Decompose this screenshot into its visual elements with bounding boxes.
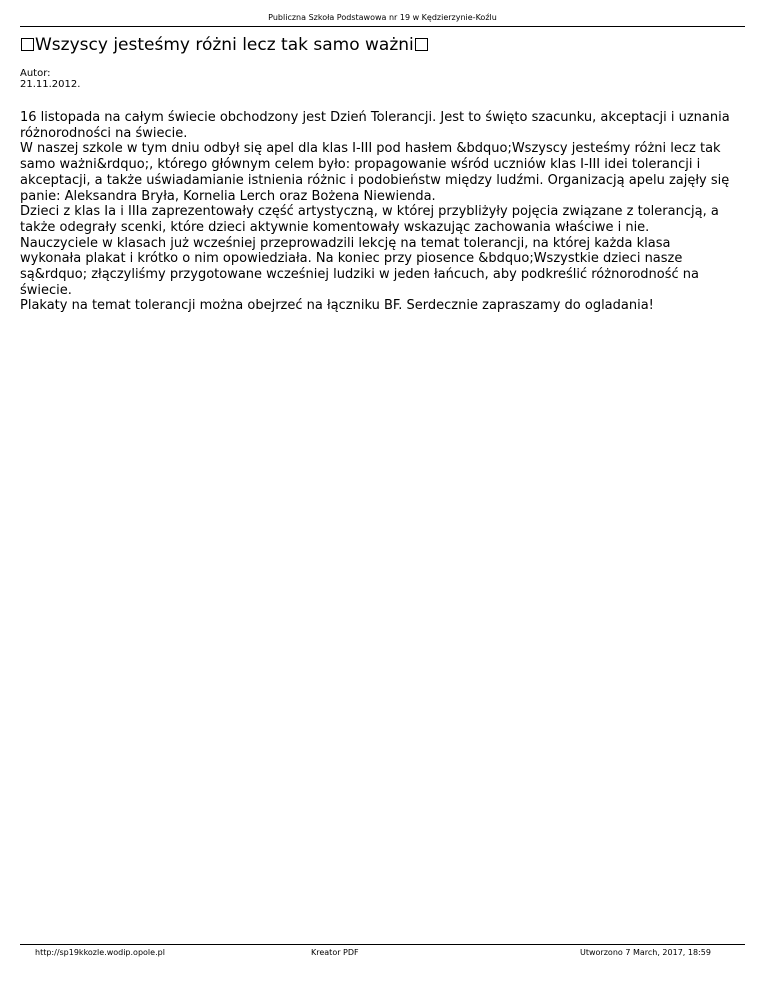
footer-divider <box>20 944 745 945</box>
paragraph: Dzieci z klas Ia i IIIa zaprezentowały część artystyczną, w której przybliżyły pojęcia związane z tolerancją, a także odegrały scenki, które dzieci aktywnie komentowały wskazując zachowania właściwe i nie. <box>20 204 719 235</box>
article-title <box>20 33 745 57</box>
article-date: 21.11.2012. <box>20 79 81 90</box>
footer-created: Utworzono 7 March, 2017, 18:59 <box>580 948 711 957</box>
missing-glyph-icon <box>21 38 34 51</box>
footer-generator: Kreator PDF <box>311 948 359 957</box>
article-title-text: Wszyscy jesteśmy różni lecz tak samo ważni <box>35 35 414 55</box>
page-header: Publiczna Szkoła Podstawowa nr 19 w Kędzierzynie-Koźlu <box>268 13 497 22</box>
paragraph: Plakaty na temat tolerancji można obejrzeć na łączniku BF. Serdecznie zapraszamy do ogladania! <box>20 298 654 314</box>
article-meta <box>20 68 80 90</box>
footer-url: http://sp19kkozle.wodip.opole.pl <box>35 948 165 957</box>
author-label: Autor: <box>20 68 51 79</box>
header-divider <box>20 26 745 27</box>
paragraph: 16 listopada na całym świecie obchodzony jest Dzień Tolerancji. Jest to święto szacunku, akceptacji i uznania różnorodności na świecie. <box>20 110 730 141</box>
article-body <box>20 110 732 314</box>
missing-glyph-icon <box>415 38 428 51</box>
paragraph: W naszej szkole w tym dniu odbył się apel dla klas I-III pod hasłem &bdquo;Wszyscy jesteśmy różni lecz tak samo ważni&rdquo;, którego głównym celem było: propagowanie wśród uczniów klas I-III idei tolerancji i akceptacji, a także uświadamianie istnienia różnic i podobieństw między ludźmi. Organizacją apelu zajęły się panie: Aleksandra Bryła, Kornelia Lerch oraz Bożena Niewienda. <box>20 141 730 204</box>
paragraph: Nauczyciele w klasach już wcześniej przeprowadzili lekcję na temat tolerancji, na której każda klasa wykonała plakat i krótko o nim opowiedziała. Na koniec przy piosence &bdquo;Wszystkie dzieci nasze są&rdquo; złączyliśmy przygotowane wcześniej ludziki w jeden łańcuch, aby podkreślić różnorodność na świecie. <box>20 235 699 298</box>
